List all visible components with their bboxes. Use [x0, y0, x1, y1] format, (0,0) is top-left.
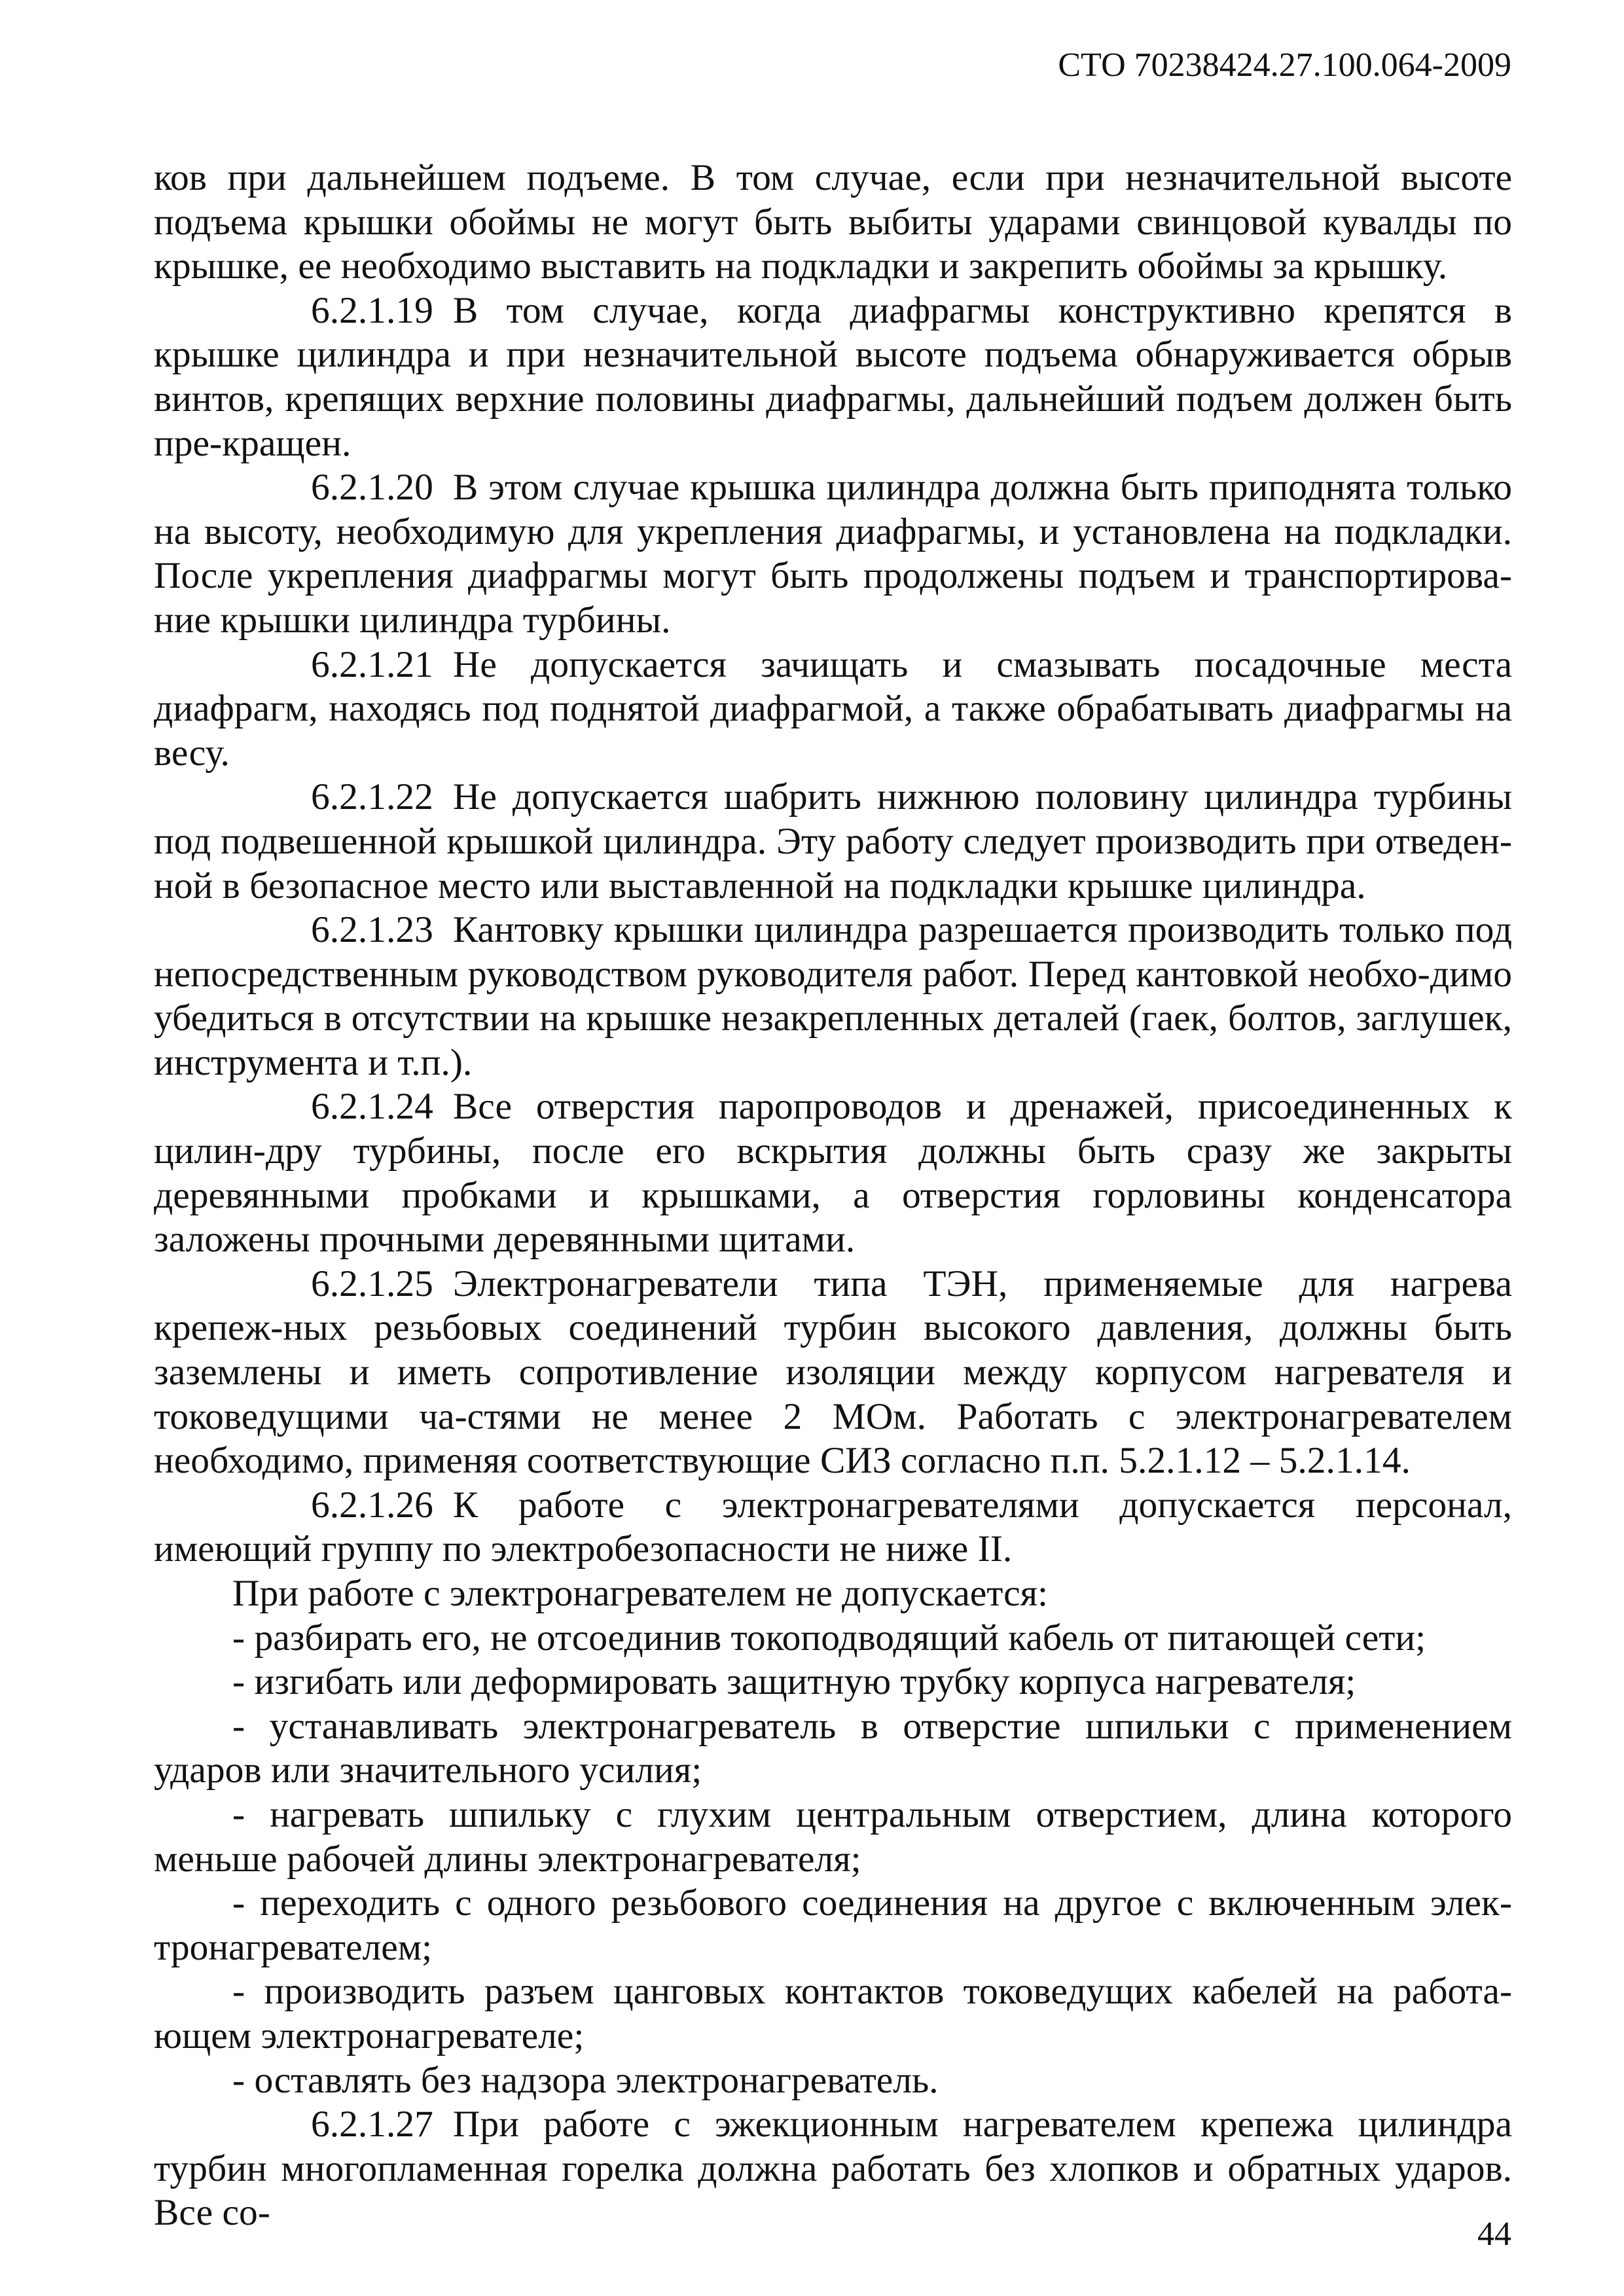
paragraph-text: Электронагреватели типа ТЭН, применяемые для нагрева крепеж-ных резьбовых соединений турбин высокого давления, должны быть заземлены и иметь сопротивление изоляции между корпусом нагревателя и токоведущими ча-стями не менее 2 МОм. Работать с электронагревателем необходимо, применяя соответствующие СИЗ согласно п.п. 5.2.1.12 – 5.2.1.14.: [154, 1263, 1512, 1482]
clause-number: 6.2.1.21: [311, 643, 433, 685]
page-number: 44: [1477, 2215, 1511, 2253]
document-body: [154, 156, 1512, 2235]
paragraph: [154, 2102, 1512, 2235]
clause-number: 6.2.1.26: [311, 1484, 433, 1526]
paragraph: [154, 908, 1512, 1085]
clause-number: 6.2.1.19: [311, 289, 433, 331]
clause-number: 6.2.1.22: [311, 776, 433, 818]
paragraph-text: В том случае, когда диафрагмы конструктивно крепятся в крышке цилиндра и при незначительной высоте подъема обнаруживается обрыв винтов, крепящих верхние половины диафрагмы, дальнейший подъем должен быть пре-кращен.: [154, 289, 1512, 464]
list-item: - нагревать шпильку с глухим центральным отверстием, длина которого меньше рабочей длины электронагревателя;: [154, 1793, 1512, 1880]
paragraph-text: К работе с электронагревателями допускается персонал, имеющий группу по электробезопасности не ниже II.: [154, 1484, 1512, 1570]
paragraph: [154, 643, 1512, 776]
paragraph-text: Не допускается шабрить нижнюю половину цилиндра турбины под подвешенной крышкой цилиндра. Эту работу следует производить при отведен-ной в безопасное место или выставленной на подкладки крышке цилиндра.: [154, 776, 1512, 906]
list-item: - оставлять без надзора электронагреватель.: [232, 2059, 939, 2101]
paragraph: При работе с электронагревателем не допускается:: [232, 1573, 1049, 1614]
paragraph: [154, 1262, 1512, 1483]
paragraph: [154, 1085, 1512, 1261]
clause-number: 6.2.1.23: [311, 909, 433, 951]
paragraph-text: Кантовку крышки цилиндра разрешается производить только под непосредственным руководством руководителя работ. Перед кантовкой необхо-димо убедиться в отсутствии на крышке незакрепленных деталей (гаек, болтов, заглушек, инструмента и т.п.).: [154, 909, 1512, 1083]
clause-number: 6.2.1.24: [311, 1086, 433, 1128]
paragraph: ков при дальнейшем подъеме. В том случае, если при незначительной высоте подъема крышки обоймы не могут быть выбиты ударами свинцовой кувалды по крышке, ее необходимо выставить на подкладки и закрепить обоймы за крышку.: [154, 157, 1512, 287]
document-code: СТО 70238424.27.100.064-2009: [1058, 46, 1511, 84]
paragraph-text: Не допускается зачищать и смазывать посадочные места диафрагм, находясь под поднятой диафрагмой, а также обрабатывать диафрагмы на весу.: [154, 643, 1512, 774]
clause-number: 6.2.1.27: [311, 2104, 433, 2145]
list-item: - разбирать его, не отсоединив токоподводящий кабель от питающей сети;: [232, 1617, 1426, 1659]
list-item: - производить разъем цанговых контактов токоведущих кабелей на работа-ющем электронагревателе;: [154, 1971, 1512, 2056]
clause-number: 6.2.1.25: [311, 1263, 433, 1304]
paragraph: [154, 775, 1512, 908]
list-item: - переходить с одного резьбового соединения на другое с включенным элек-тронагревателем;: [154, 1882, 1512, 1968]
paragraph: [154, 289, 1512, 465]
list-item: - устанавливать электронагреватель в отверстие шпильки с применением ударов или значительного усилия;: [154, 1705, 1512, 1791]
clause-number: 6.2.1.20: [311, 467, 433, 509]
paragraph: [154, 1483, 1512, 1571]
paragraph-text: Все отверстия паропроводов и дренажей, присоединенных к цилин-дру турбины, после его вскрытия должны быть сразу же закрыты деревянными пробками и крышками, а отверстия горловины конденсатора заложены прочными деревянными щитами.: [154, 1086, 1512, 1261]
paragraph: [154, 465, 1512, 642]
paragraph-text: В этом случае крышка цилиндра должна быть приподнята только на высоту, необходимую для укрепления диафрагмы, и установлена на подкладки. После укрепления диафрагмы могут быть продолжены подъем и транспортирова-ние крышки цилиндра турбины.: [154, 467, 1512, 641]
list-item: - изгибать или деформировать защитную трубку корпуса нагревателя;: [232, 1661, 1356, 1703]
paragraph-text: При работе с эжекционным нагревателем крепежа цилиндра турбин многопламенная горелка должна работать без хлопков и обратных ударов. Все со-: [154, 2104, 1512, 2234]
